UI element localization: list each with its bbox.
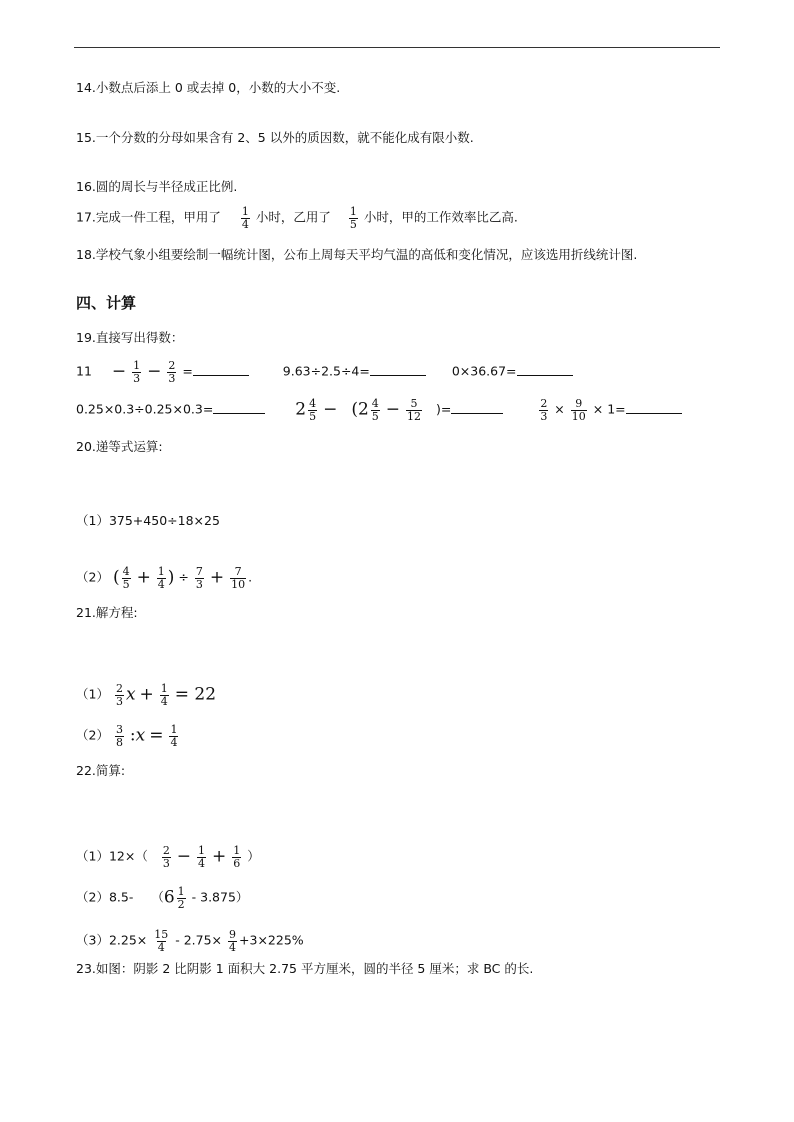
fraction-two-thirds: $\frac{2}{3}$ xyxy=(162,844,170,870)
statement-17-part-a: 17.完成一件工程，甲用了 xyxy=(76,209,221,225)
q19-r2-a: 0.25×0.3÷0.25×0.3= xyxy=(76,401,214,417)
statement-18: 18.学校气象小组要绘制一幅统计图，公布上周每天平均气温的高低和变化情况，应该选用折线统计图. xyxy=(76,247,638,262)
fraction-one-quarter: $\frac{1}{4}$ xyxy=(157,565,165,591)
fraction-four-fifths: $\frac{4}{5}$ xyxy=(122,565,130,591)
fraction-two-thirds: $\frac{2}{3}$ xyxy=(168,359,176,385)
q19-row-1: 11 − $\frac{1}{3}$ − $\frac{2}{3}$ = 9.63÷2.5÷4= 0×36.67= xyxy=(76,360,573,384)
fraction-one-quarter: $\frac{1}{4}$ xyxy=(198,844,206,870)
q22-item-2: （2）8.5- （6 $\frac{1}{2}$ - 3.875） xyxy=(76,885,249,911)
q22-item-3: （3）2.25× $\frac{15}{4}$ - 2.75× $\frac{9}{4}$ +3×225% xyxy=(76,928,304,954)
answer-blank[interactable] xyxy=(626,402,682,414)
fraction-two-thirds: $\frac{2}{3}$ xyxy=(115,682,123,708)
answer-blank[interactable] xyxy=(193,364,249,376)
fraction-five-twelfths: $\frac{5}{12}$ xyxy=(407,397,422,423)
header-rule xyxy=(74,47,720,48)
fraction-one-half: $\frac{1}{2}$ xyxy=(177,885,185,911)
section-heading-calculation: 四、计算 xyxy=(76,294,137,312)
question-23: 23.如图：阴影 2 比阴影 1 面积大 2.75 平方厘米，圆的半径 5 厘米；求 BC 的长. xyxy=(76,961,534,976)
statement-16: 16.圆的周长与半径成正比例. xyxy=(76,179,238,194)
fraction-nine-tenths: $\frac{9}{10}$ xyxy=(571,397,586,423)
q19-row-2: 0.25×0.3÷0.25×0.3= 2 $\frac{4}{5}$ − (2 $\frac{4}{5}$ − $\frac{5}{12}$ )= $\frac{2}{3}$ × $\frac{9}{10}$ × 1= xyxy=(76,398,682,422)
fraction-one-third: $\frac{1}{3}$ xyxy=(133,359,141,385)
fraction-nine-quarters: $\frac{9}{4}$ xyxy=(229,928,237,954)
fraction-three-eighths: $\frac{3}{8}$ xyxy=(115,723,123,749)
statement-15: 15.一个分数的分母如果含有 2、5 以外的质因数，就不能化成有限小数. xyxy=(76,130,474,145)
q22-item-1: （1）12×（ $\frac{2}{3}$ − $\frac{1}{4}$ + $\frac{1}{6}$ ） xyxy=(76,844,260,870)
fraction-seven-thirds: $\frac{7}{3}$ xyxy=(195,565,203,591)
fraction-four-fifths: $\frac{4}{5}$ xyxy=(371,397,379,423)
fraction-two-thirds: $\frac{2}{3}$ xyxy=(540,397,548,423)
q20-item-1: （1）375+450÷18×25 xyxy=(76,513,220,528)
statement-17-part-b: 小时，乙用了 xyxy=(255,209,331,225)
answer-blank[interactable] xyxy=(517,364,573,376)
question-19: 19.直接写出得数： xyxy=(76,330,184,345)
statement-14: 14.小数点后添上 0 或去掉 0，小数的大小不变. xyxy=(76,80,341,95)
statement-17-part-c: 小时，甲的工作效率比乙高. xyxy=(363,209,518,225)
question-21: 21.解方程: xyxy=(76,605,138,620)
q21-item-2: （2） $\frac{3}{8}$ :x = $\frac{1}{4}$ xyxy=(76,723,178,749)
q21-item-1: （1） $\frac{2}{3}$ x + $\frac{1}{4}$ = 22 xyxy=(76,682,217,708)
fraction-one-quarter: $\frac{1}{4}$ xyxy=(241,205,249,231)
answer-blank[interactable] xyxy=(213,402,265,414)
q19-r1-b: 9.63÷2.5÷4= xyxy=(282,363,370,379)
answer-blank[interactable] xyxy=(370,364,426,376)
fraction-seven-tenths: $\frac{7}{10}$ xyxy=(231,565,246,591)
fraction-one-fifth: $\frac{1}{5}$ xyxy=(349,205,357,231)
fraction-one-quarter: $\frac{1}{4}$ xyxy=(160,682,168,708)
question-20: 20.递等式运算: xyxy=(76,439,163,454)
fraction-one-sixth: $\frac{1}{6}$ xyxy=(233,844,241,870)
fraction-fifteen-quarters: $\frac{15}{4}$ xyxy=(154,928,169,954)
q19-r1-a-start: 11 xyxy=(76,363,92,379)
statement-17 xyxy=(76,206,518,230)
question-22: 22.简算: xyxy=(76,763,126,778)
answer-blank[interactable] xyxy=(451,402,503,414)
q19-r1-c: 0×36.67= xyxy=(451,363,517,379)
fraction-four-fifths: $\frac{4}{5}$ xyxy=(309,397,317,423)
q20-item-2: （2） ( $\frac{4}{5}$ + $\frac{1}{4}$ ) ÷ $\frac{7}{3}$ + $\frac{7}{10}$ . xyxy=(76,565,253,591)
fraction-one-quarter: $\frac{1}{4}$ xyxy=(170,723,178,749)
